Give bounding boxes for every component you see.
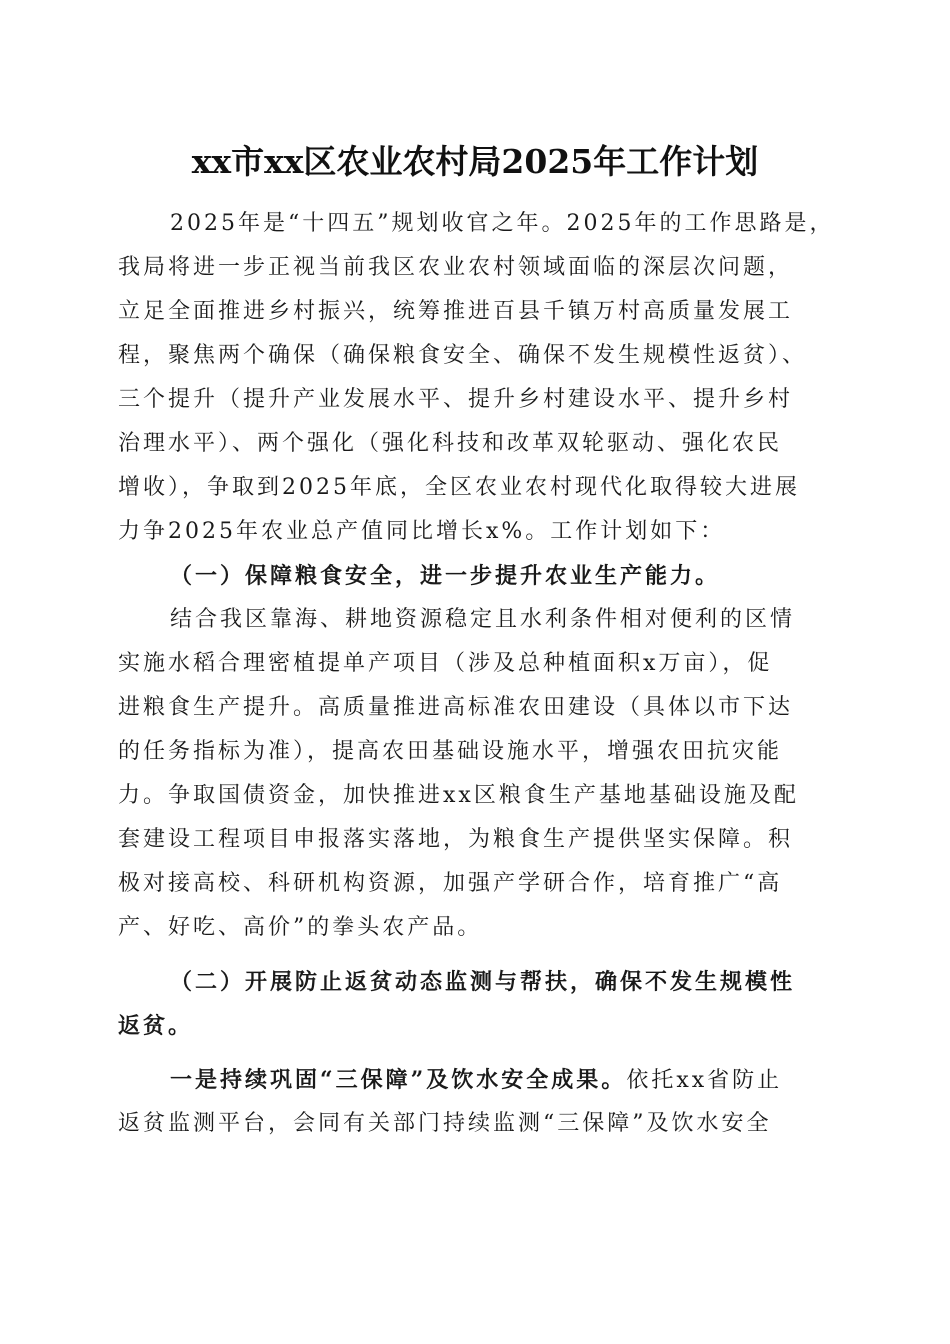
body-line-14: 力。争取国债资金，加快推进xx区粮食生产基地基础设施及配 xyxy=(118,783,799,808)
body-line-10: 结合我区靠海、耕地资源稳定且水利条件相对便利的区情 xyxy=(170,607,796,632)
section-heading-2: （二）开展防止返贫动态监测与帮扶，确保不发生规模性 xyxy=(170,969,796,995)
body-line-1: 2025年是“十四五”规划收官之年。2025年的工作思路是， xyxy=(170,211,835,236)
body-line-2: 我局将进一步正视当前我区农业农村领域面临的深层次问题， xyxy=(118,255,794,280)
body-line-20 xyxy=(170,1058,782,1102)
body-line-17: 产、好吃、高价”的拳头农产品。 xyxy=(118,915,483,940)
body-line-21: 返贫监测平台，会同有关部门持续监测“三保障”及饮水安全 xyxy=(118,1111,772,1136)
body-line-3: 立足全面推进乡村振兴，统筹推进百县千镇万村高质量发展工 xyxy=(118,299,794,324)
body-line-4: 程，聚焦两个确保（确保粮食安全、确保不发生规模性返贫）、 xyxy=(118,343,808,368)
subpoint-text: 依托xx省防止 xyxy=(626,1068,783,1093)
body-line-11: 实施水稻合理密植提单产项目（涉及总种植面积x万亩），促 xyxy=(118,651,773,676)
body-line-12: 进粮食生产提升。高质量推进高标准农田建设（具体以市下达 xyxy=(118,695,794,720)
section-heading-1: （一）保障粮食安全，进一步提升农业生产能力。 xyxy=(170,563,721,589)
body-line-16: 极对接高校、科研机构资源，加强产学研合作，培育推广“高 xyxy=(118,871,783,896)
document-title: xx市xx区农业农村局2025年工作计划 xyxy=(191,142,759,181)
body-line-5: 三个提升（提升产业发展水平、提升乡村建设水平、提升乡村 xyxy=(118,387,794,412)
section-heading-2-cont: 返贫。 xyxy=(118,1013,194,1039)
body-line-13: 的任务指标为准），提高农田基础设施水平，增强农田抗灾能 xyxy=(118,739,783,764)
body-line-7: 增收），争取到2025年底，全区农业农村现代化取得较大进展 xyxy=(118,475,800,500)
body-line-8: 力争2025年农业总产值同比增长x%。工作计划如下： xyxy=(118,519,726,544)
body-line-15: 套建设工程项目申报落实落地，为粮食生产提供坚实保障。积 xyxy=(118,827,794,852)
body-line-6: 治理水平）、两个强化（强化科技和改革双轮驱动、强化农民 xyxy=(118,431,783,456)
subpoint-lead: 一是持续巩固“三保障”及饮水安全成果。 xyxy=(170,1067,627,1093)
